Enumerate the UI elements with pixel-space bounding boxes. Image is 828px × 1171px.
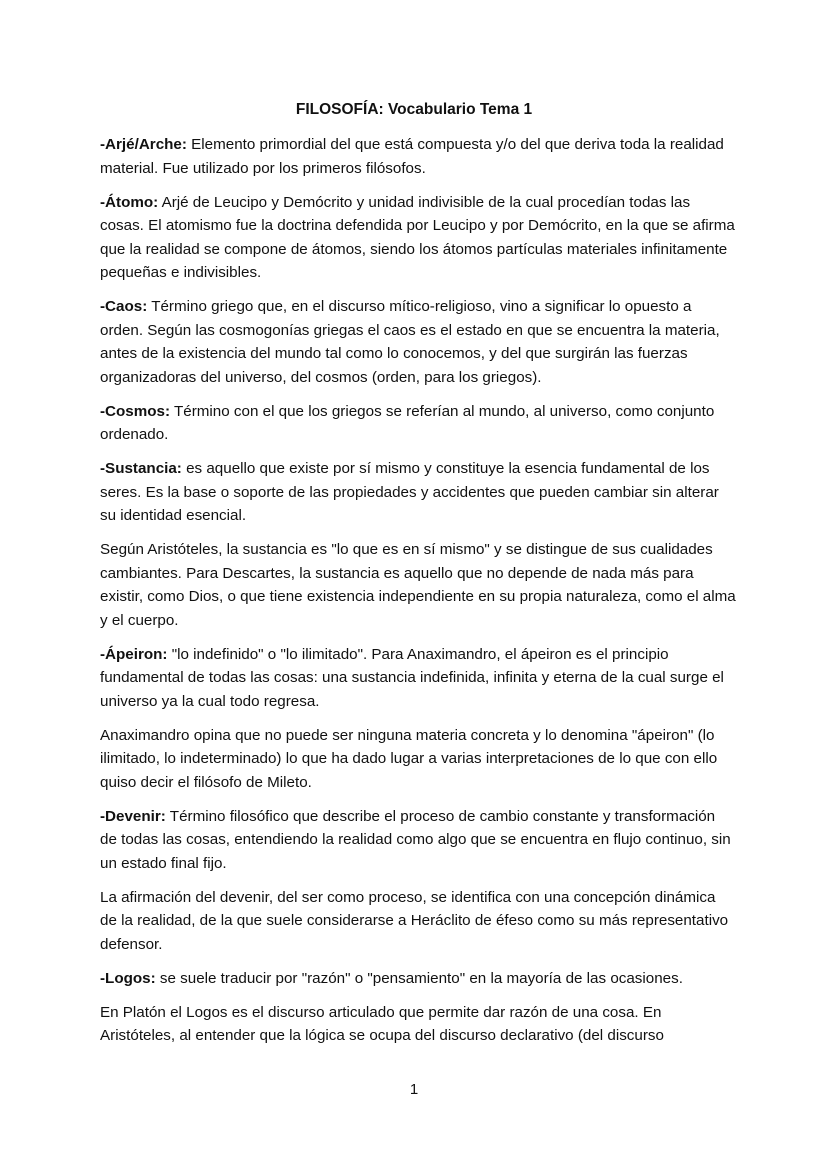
document-body (100, 133, 736, 1058)
entry-term: -Devenir: (100, 807, 166, 825)
entry-text: En Platón el Logos es el discurso articulado que permite dar razón de una cosa. En Aristóteles, al entender que la lógica se ocupa del discurso declarativo (del discurso (100, 1003, 664, 1044)
entry-term: -Ápeiron: (100, 645, 168, 663)
entry-term: -Logos: (100, 969, 156, 987)
page-number: 1 (409, 1081, 419, 1098)
entry-arje (100, 133, 736, 180)
entry-logos (100, 967, 736, 991)
paragraph-logos-detail (100, 1001, 736, 1048)
entry-text: La afirmación del devenir, del ser como proceso, se identifica con una concepción dinámica de la realidad, de la que suele considerarse a Heráclito de éfeso como su más representativo defensor. (100, 888, 729, 953)
entry-text: es aquello que existe por sí mismo y constituye la esencia fundamental de los seres. Es la base o soporte de las propiedades y accidentes que pueden cambiar sin alterar su identidad esencial. (100, 460, 719, 524)
entry-devenir (100, 805, 736, 876)
entry-text: Término griego que, en el discurso mítico-religioso, vino a significar lo opuesto a orden. Según las cosmogonías griegas el caos es el estado en que se encuentra la materia, antes de la existencia del mundo tal como lo conocemos, y del que surgirán las fuerzas organizadoras del universo, del cosmos (orden, para los griegos). (100, 298, 720, 386)
entry-text: Según Aristóteles, la sustancia es "lo que es en sí mismo" y se distingue de sus cualidades cambiantes. Para Descartes, la sustancia es aquello que no depende de nada más para existir, como Dios, o que tiene existencia independiente en su propia naturaleza, como el alma y el cuerpo. (100, 541, 736, 629)
entry-atomo (100, 191, 736, 285)
entry-text: se suele traducir por "razón" o "pensamiento" en la mayoría de las ocasiones. (155, 969, 683, 987)
entry-text: Término con el que los griegos se referían al mundo, al universo, como conjunto ordenado. (100, 402, 715, 443)
entry-sustancia (100, 457, 736, 528)
entry-text: "lo indefinido" o "lo ilimitado". Para Anaximandro, el ápeiron es el principio fundamental de todas las cosas: una sustancia indefinida, infinita y eterna de la cual surge el universo ya la cual todo regresa. (100, 645, 724, 710)
entry-text: Anaximandro opina que no puede ser ninguna materia concreta y lo denomina "ápeiron" (lo ilimitado, lo indeterminado) lo que ha dado lugar a varias interpretaciones de lo que con ello quiso decir el filósofo de Mileto. (100, 726, 718, 791)
entry-text: Término filosófico que describe el proceso de cambio constante y transformación de todas las cosas, entendiendo la realidad como algo que se encuentra en flujo continuo, sin un estado final fijo. (100, 807, 731, 872)
entry-term: -Cosmos: (100, 402, 171, 420)
entry-apeiron (100, 643, 736, 714)
entry-term: -Sustancia: (100, 460, 182, 477)
entry-term: -Caos: (100, 298, 148, 315)
entry-cosmos (100, 400, 736, 447)
entry-caos (100, 295, 736, 389)
entry-text: Arjé de Leucipo y Demócrito y unidad indivisible de la cual procedían todas las cosas. El atomismo fue la doctrina defendida por Leucipo y por Demócrito, en la que se afirma que la realidad se compone de átomos, siendo los átomos partículas materiales infinitamente pequeñas e indivisibles. (100, 193, 735, 281)
entry-term: -Arjé/Arche: (100, 136, 187, 153)
entry-text: Elemento primordial del que está compuesta y/o del que deriva toda la realidad material. Fue utilizado por los primeros filósofos. (100, 136, 724, 177)
entry-term: -Átomo: (100, 193, 159, 211)
paragraph-devenir-detail (100, 886, 736, 957)
document-title: FILOSOFÍA: Vocabulario Tema 1 (295, 101, 533, 118)
paragraph-apeiron-detail (100, 724, 736, 795)
paragraph-sustancia-detail (100, 538, 736, 632)
